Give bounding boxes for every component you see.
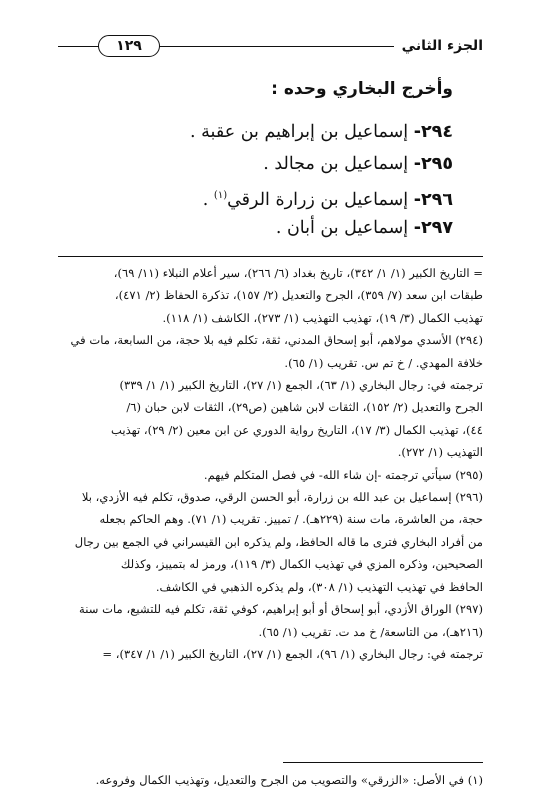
entry-295 [263,150,453,178]
entry-297 [276,214,453,242]
entry-text: إسماعيل بن أبان . [275,218,414,238]
entry-number: ٢٩٧- [413,218,453,238]
footnote-separator [283,762,483,763]
note-line: الحافظ في تهذيب التهذيب (١/ ٣٠٨)، ولم يذكره الذهبي في الكاشف. [155,579,483,594]
entry-number: ٢٩٥- [413,154,453,174]
note-line: (٢٩٦) إسماعيل بن عبد الله بن زرارة، أبو الحسن الرقي، صدوق، تكلم فيه الأزدي، بلا [81,490,483,505]
note-line: ٤٤)، تهذيب الكمال (٣/ ١٧)، التاريخ رواية الدوري عن ابن معين (٢/ ٢٩)، تهذيب [110,422,483,437]
note-line: (٢٩٥) سيأتي ترجمته -إن شاء الله- في فصل المتكلم فيهم. [203,467,483,482]
entry-text-end: . [202,189,214,210]
note-line: خلافة المهدي. / خ تم س. تقريب (١/ ٦٥). [284,355,483,370]
note-line: الجرح والتعديل (٢/ ١٥٢)، الثقات لابن شاهين (ص٢٩)، الثقات لابن حبان (٦/ [126,400,483,415]
entry-number: ٢٩٤- [413,122,453,142]
entry-296 [203,182,453,214]
notes-separator [58,256,483,257]
notes-block [51,262,483,665]
note-line: الصحيحين، وذكره المزي في تهذيب الكمال (٣/ ١١٩)، ورمز له بتمييز، وكذلك [120,557,483,572]
header-title: الجزء الثاني [394,34,483,58]
footnote-ref: (١) [213,190,228,201]
note-line: ترجمته في: رجال البخاري (١/ ٩٦)، الجمع (١/ ٢٧)، التاريخ الكبير (١/ ١/ ٣٤٧)، = [102,646,483,661]
entry-text: إسماعيل بن مجالد . [263,154,414,174]
page-number: ١٢٩ [98,35,160,57]
entry-294 [190,118,453,146]
note-line: = التاريخ الكبير (١/ ١/ ٣٤٢)، تاريخ بغداد (٦/ ٢٦٦)، سير أعلام النبلاء (١١/ ٦٩)، [113,266,483,280]
note-line: حجة، من العاشرة، مات سنة (٢٢٩هـ). / تمييز. تقريب (١/ ٧١). وهم الحاكم بجعله [99,512,483,527]
running-header [58,34,483,60]
note-line: من أفراد البخاري فترى ما قاله الحافظ، ولم يذكره ابن القيسراني في الجمع بين رجال [74,534,483,549]
entry-number: ٢٩٦- [413,189,453,210]
note-line: تهذيب الكمال (٣/ ١٩)، تهذيب التهذيب (١/ ٢٧٣)، الكاشف (١/ ١١٨). [162,310,483,325]
note-line: (٢٩٧) الوراق الأزدي، أبو إسحاق أو أبو إبراهيم، كوفي ثقة، تكلم فيه للتشيع، مات سنة [79,602,483,617]
note-line: طبقات ابن سعد (٧/ ٣٥٩)، الجرح والتعديل (٢/ ١٥٧)، تذكرة الحفاظ (٢/ ٤٧١)، [114,288,483,303]
section-lead: وأخرج البخاري وحده : [271,79,453,99]
note-line: (٢١٦هـ)، من التاسعة/ خ مد ت. تقريب (١/ ٦٥). [258,624,483,639]
note-line: التهذيب (١/ ٢٧٢). [397,445,483,460]
footnote: (١) في الأصل: «الزرقي» والتصويب من الجرح والتعديل، وتهذيب الكمال وفروعه. [95,773,483,787]
entry-text: إسماعيل بن إبراهيم بن عقبة . [190,122,414,142]
note-line: ترجمته في: رجال البخاري (١/ ٦٣)، الجمع (١/ ٢٧)، التاريخ الكبير (١/ ١/ ٣٣٩) [119,378,483,393]
note-line: (٢٩٤) الأسدي مولاهم، أبو إسحاق المدني، ثقة، تكلم فيه بلا حجة، من السابعة، مات في [70,333,483,348]
entry-text: إسماعيل بن زرارة الرقي [227,189,414,210]
